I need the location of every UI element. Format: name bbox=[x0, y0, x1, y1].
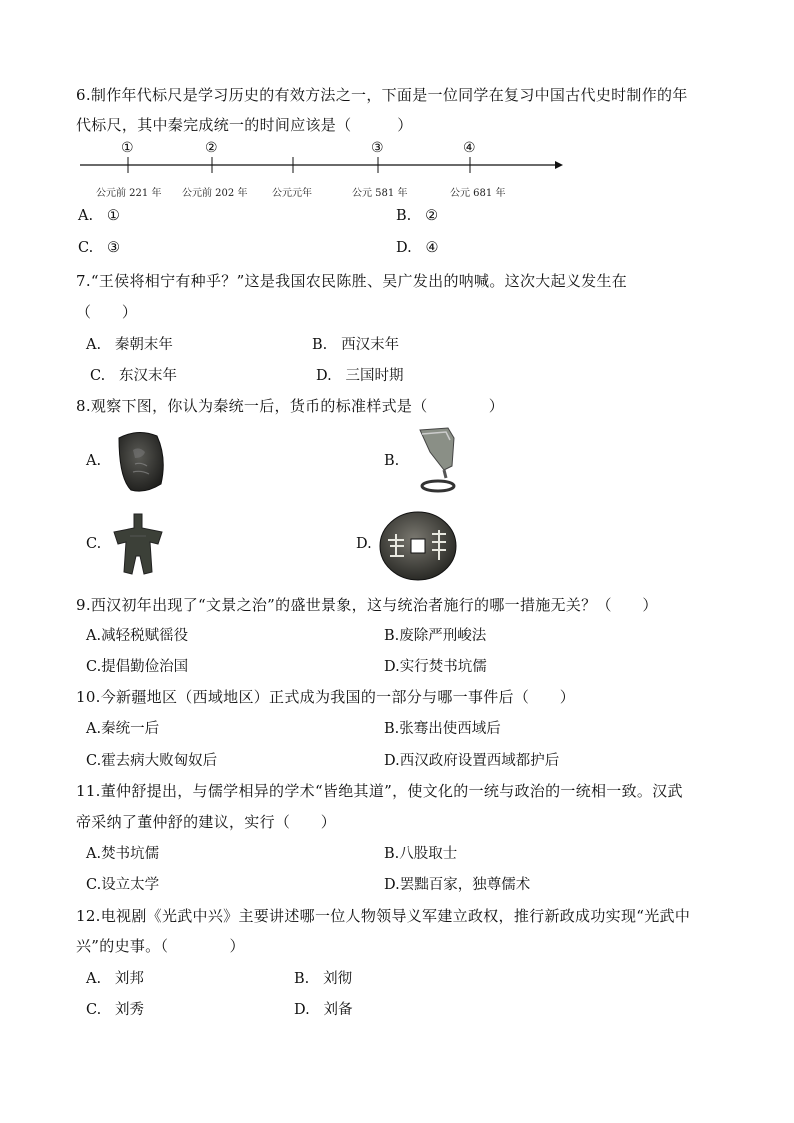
option-text: 实行焚书坑儒 bbox=[399, 659, 487, 675]
option-text: 八股取士 bbox=[399, 846, 458, 862]
option-letter: C. bbox=[90, 368, 106, 384]
option-text: ② bbox=[425, 208, 439, 224]
timeline-marker-1: ① bbox=[121, 140, 134, 156]
timeline-marker-3: ③ bbox=[371, 140, 384, 156]
option-letter: C. bbox=[78, 240, 94, 256]
option-letter: C. bbox=[86, 753, 102, 769]
option-letter: A. bbox=[86, 721, 102, 737]
q11-stem-line2: 帝采纳了董仲舒的建议，实行（ ） bbox=[76, 813, 337, 831]
q6-stem-line1: 6.制作年代标尺是学习历史的有效方法之一，下面是一位同学在复习中国古代史时制作的年 bbox=[76, 86, 688, 104]
timeline-label-year1: 公元元年 bbox=[272, 188, 312, 199]
option-letter: C. bbox=[86, 659, 102, 675]
option-text: 东汉末年 bbox=[119, 368, 178, 384]
spade-coin-icon[interactable] bbox=[104, 510, 174, 580]
option-letter: D. bbox=[384, 877, 400, 893]
option-letter: B. bbox=[294, 971, 310, 987]
option-text: 刘备 bbox=[323, 1002, 353, 1018]
q10-option-b[interactable] bbox=[384, 717, 501, 738]
option-letter: D. bbox=[384, 753, 400, 769]
q7-stem-line1: 7.“王侯将相宁有种乎？”这是我国农民陈胜、吴广发出的呐喊。这次大起义发生在 bbox=[76, 272, 628, 290]
option-text: 西汉政府设置西域都护后 bbox=[399, 753, 560, 769]
q11-option-a[interactable] bbox=[86, 842, 159, 863]
option-text: 张骞出使西域后 bbox=[399, 721, 501, 737]
q9-option-c[interactable] bbox=[86, 655, 188, 676]
option-letter: B. bbox=[396, 208, 412, 224]
q10-stem-line1: 10.今新疆地区（西域地区）正式成为我国的一部分与哪一事件后（ ） bbox=[76, 688, 576, 706]
q12-option-a[interactable] bbox=[86, 967, 144, 988]
option-letter: A. bbox=[86, 971, 102, 987]
option-letter: A. bbox=[86, 337, 102, 353]
option-text: 设立太学 bbox=[101, 877, 160, 893]
q7-option-c[interactable] bbox=[90, 364, 177, 385]
q12-option-c[interactable] bbox=[86, 998, 144, 1019]
timeline-label-202bc: 公元前 202 年 bbox=[182, 188, 248, 199]
option-letter: D. bbox=[294, 1002, 310, 1018]
option-text: 提倡勤俭治国 bbox=[101, 659, 189, 675]
q11-stem-line1: 11.董仲舒提出，与儒学相异的学术“皆绝其道”，使文化的一统与政治的一统相一致。汉武 bbox=[76, 782, 683, 800]
option-letter: B. bbox=[312, 337, 328, 353]
option-letter: B. bbox=[384, 846, 400, 862]
knife-coin-icon[interactable] bbox=[408, 426, 468, 496]
option-text: ① bbox=[106, 208, 120, 224]
option-text: 废除严刑峻法 bbox=[399, 628, 487, 644]
q7-stem-line2: （ ） bbox=[76, 303, 138, 321]
q6-option-d[interactable] bbox=[396, 240, 439, 256]
q9-option-a[interactable] bbox=[86, 624, 188, 645]
option-letter: A. bbox=[86, 846, 102, 862]
q9-stem-line1: 9.西汉初年出现了“文景之治”的盛世景象，这与统治者施行的哪一措施无关？（ ） bbox=[76, 596, 658, 614]
ant-nose-coin-icon[interactable] bbox=[105, 428, 175, 498]
q7-option-b[interactable] bbox=[312, 333, 399, 354]
option-text: 霍去病大败匈奴后 bbox=[101, 753, 218, 769]
option-letter: D. bbox=[396, 240, 412, 256]
q8-option-b-letter[interactable]: B. bbox=[384, 453, 400, 469]
option-letter: B. bbox=[384, 628, 400, 644]
option-text: ③ bbox=[107, 240, 121, 256]
q6-option-a[interactable] bbox=[78, 208, 120, 224]
timeline-label-581: 公元 581 年 bbox=[352, 188, 408, 199]
q11-option-b[interactable] bbox=[384, 842, 457, 863]
q10-option-c[interactable] bbox=[86, 749, 217, 770]
option-text: 刘彻 bbox=[323, 971, 353, 987]
q8-stem-line1: 8.观察下图，你认为秦统一后，货币的标准样式是（ ） bbox=[76, 397, 505, 415]
option-text: ④ bbox=[425, 240, 439, 256]
q9-option-b[interactable] bbox=[384, 624, 486, 645]
option-letter: C. bbox=[86, 1002, 102, 1018]
option-letter: D. bbox=[316, 368, 332, 384]
option-text: 减轻税赋徭役 bbox=[101, 628, 189, 644]
ban-liang-round-coin-icon[interactable] bbox=[376, 510, 460, 582]
timeline-marker-4: ④ bbox=[463, 140, 476, 156]
q11-option-c[interactable] bbox=[86, 873, 159, 894]
option-text: 焚书坑儒 bbox=[101, 846, 160, 862]
q10-option-d[interactable] bbox=[384, 749, 559, 770]
option-text: 刘邦 bbox=[114, 971, 144, 987]
option-text: 秦统一后 bbox=[101, 721, 160, 737]
option-text: 三国时期 bbox=[345, 368, 404, 384]
timeline-label-681: 公元 681 年 bbox=[450, 188, 506, 199]
option-text: 罢黜百家，独尊儒术 bbox=[399, 877, 531, 893]
q11-option-d[interactable] bbox=[384, 873, 530, 894]
option-letter: D. bbox=[384, 659, 400, 675]
option-letter: A. bbox=[78, 208, 94, 224]
option-letter: B. bbox=[384, 721, 400, 737]
q6-stem-line2: 代标尺，其中秦完成统一的时间应该是（ ） bbox=[76, 116, 413, 134]
option-letter: C. bbox=[86, 877, 102, 893]
q12-option-d[interactable] bbox=[294, 998, 353, 1019]
timeline-marker-2: ② bbox=[205, 140, 218, 156]
q7-option-a[interactable] bbox=[86, 333, 173, 354]
timeline-label-221bc: 公元前 221 年 bbox=[96, 188, 162, 199]
q6-option-c[interactable] bbox=[78, 240, 120, 256]
q9-option-d[interactable] bbox=[384, 655, 487, 676]
q12-stem-line1: 12.电视剧《光武中兴》主要讲述哪一位人物领导义军建立政权，推行新政成功实现“光武中 bbox=[76, 907, 691, 925]
q12-option-b[interactable] bbox=[294, 967, 352, 988]
q12-stem-line2: 兴”的史事。（ ） bbox=[76, 937, 245, 955]
option-letter: A. bbox=[86, 628, 102, 644]
q8-option-a-letter[interactable]: A. bbox=[86, 453, 102, 469]
option-text: 秦朝末年 bbox=[114, 337, 173, 353]
q8-option-d-letter[interactable]: D. bbox=[356, 536, 372, 552]
option-text: 刘秀 bbox=[115, 1002, 145, 1018]
option-text: 西汉末年 bbox=[341, 337, 400, 353]
q6-option-b[interactable] bbox=[396, 208, 438, 224]
q10-option-a[interactable] bbox=[86, 717, 159, 738]
q8-option-c-letter[interactable]: C. bbox=[86, 536, 102, 552]
q7-option-d[interactable] bbox=[316, 364, 404, 385]
